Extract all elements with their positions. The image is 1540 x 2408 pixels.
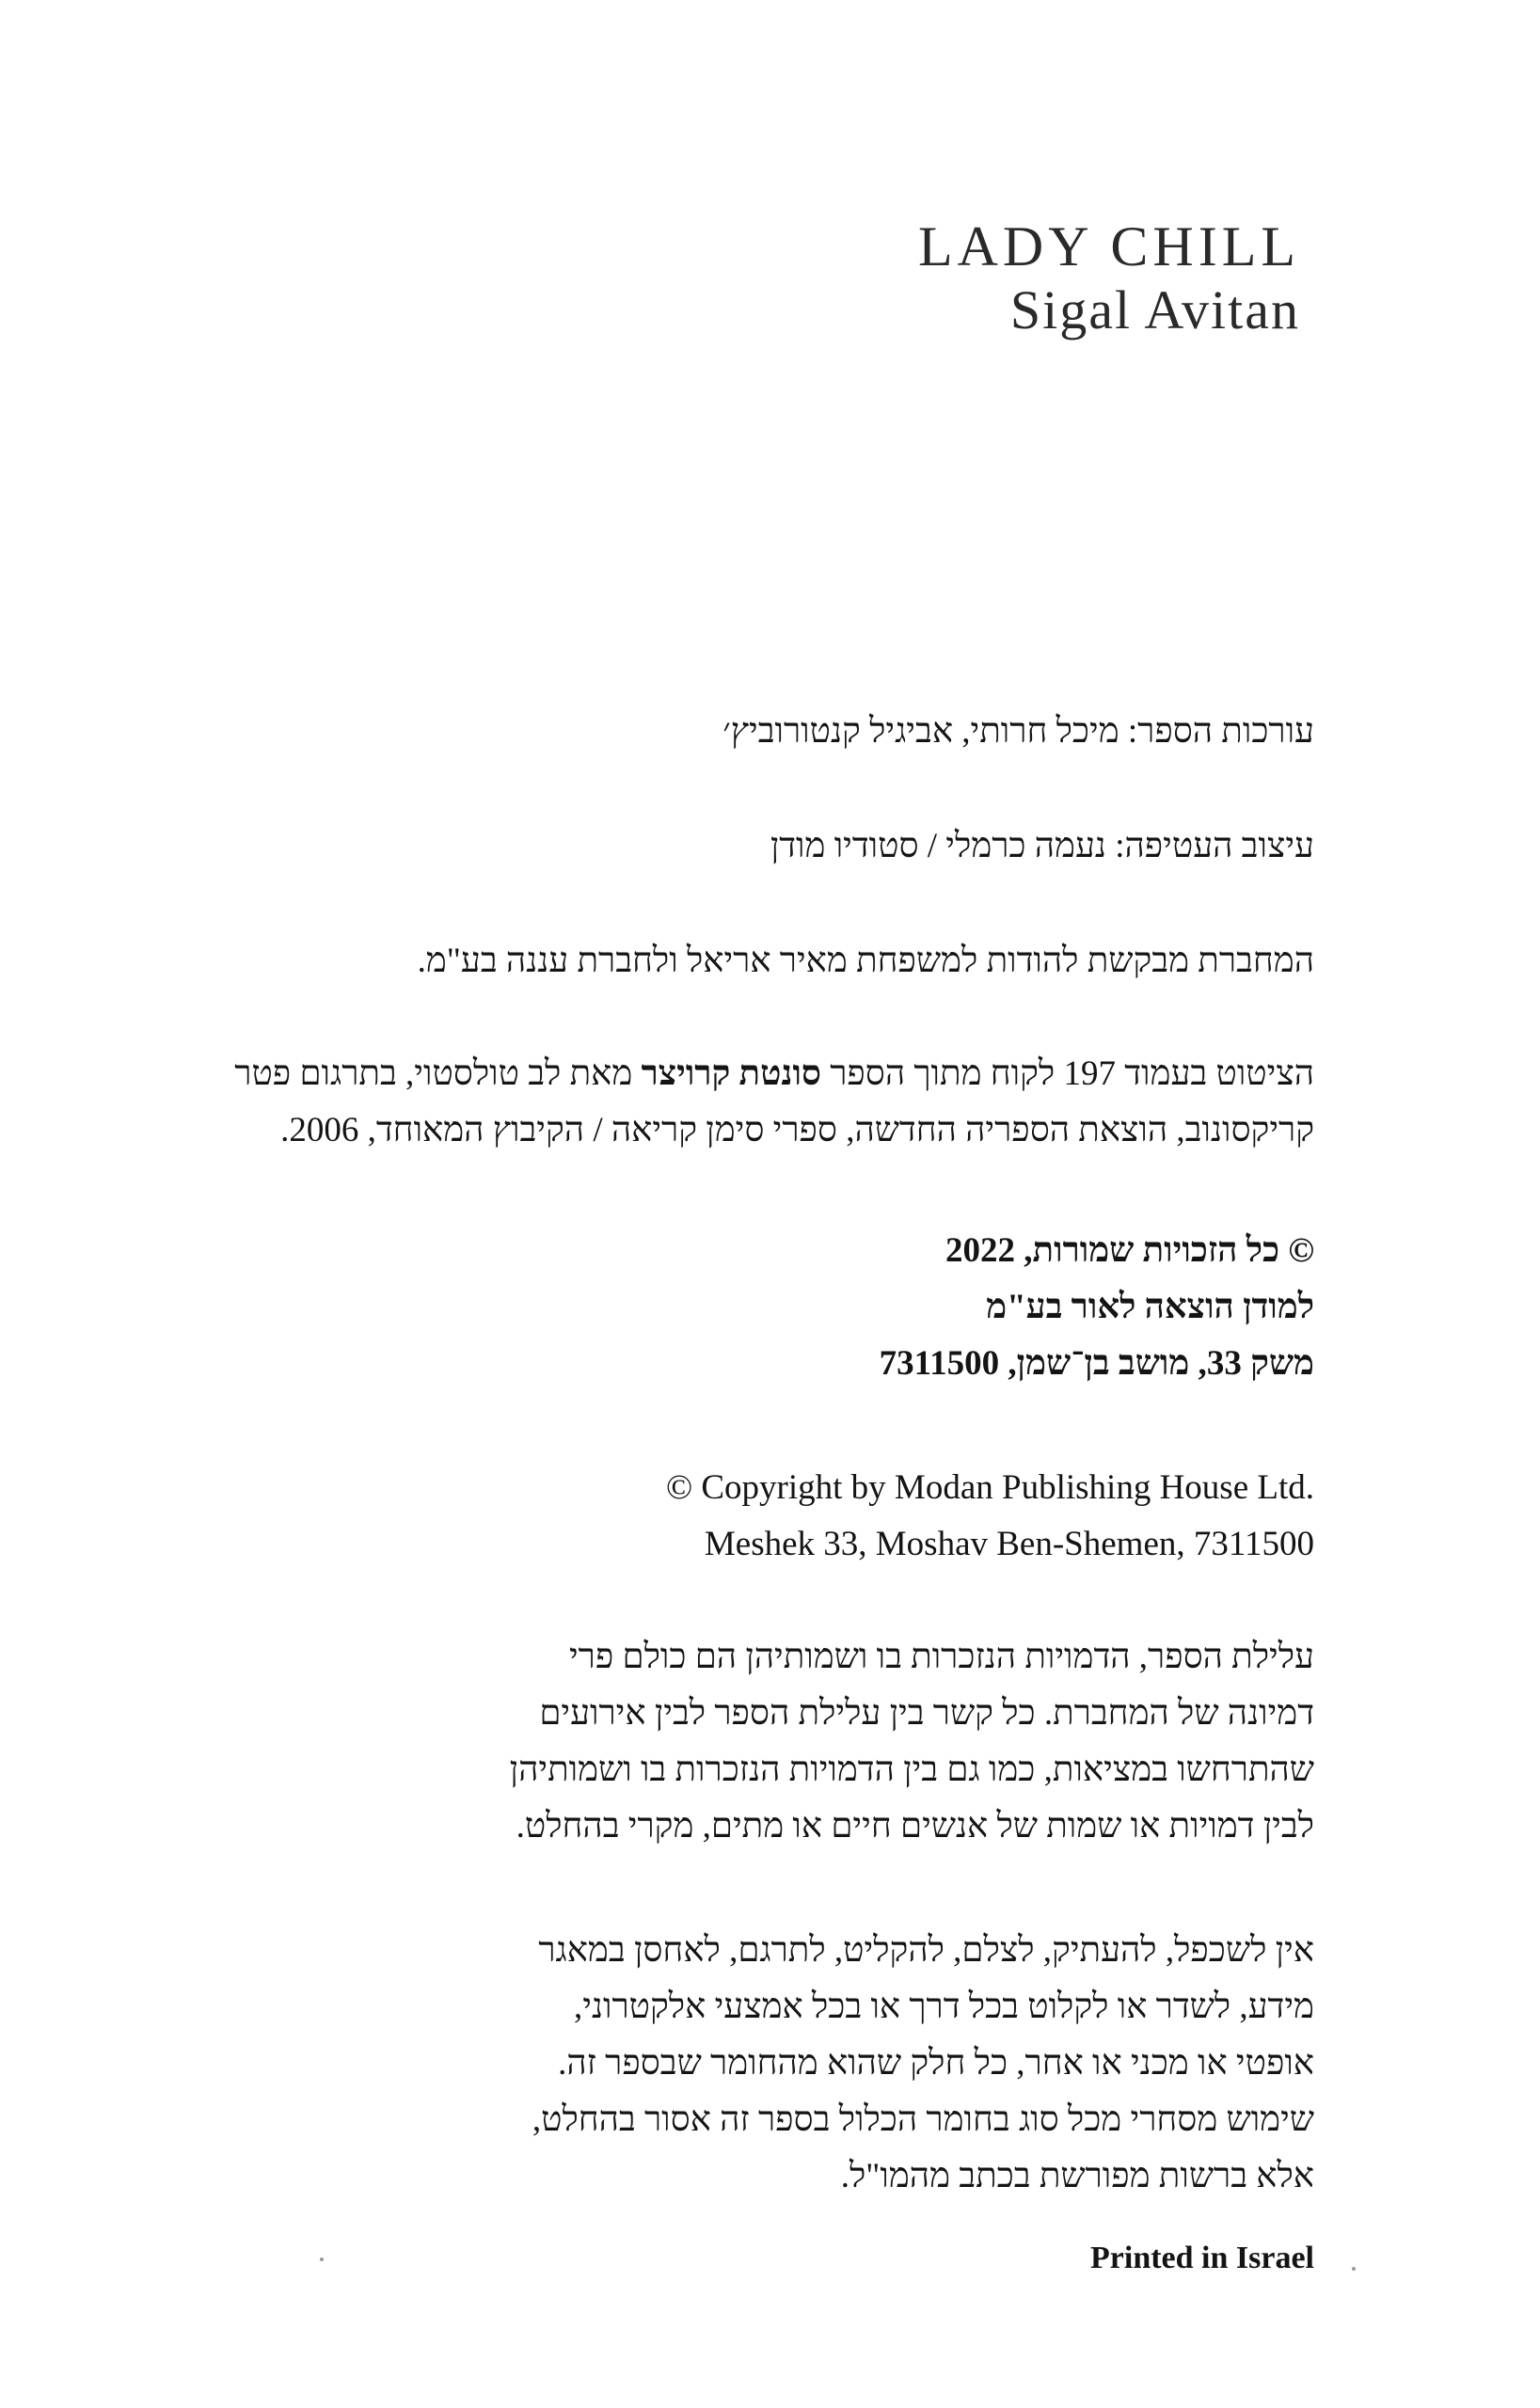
printed-in: Printed in Israel	[1090, 2241, 1314, 2275]
fiction-disclaimer	[510, 1629, 1314, 1855]
title-block	[918, 214, 1300, 342]
quote-credit	[234, 1046, 1314, 1159]
quote-credit-line-2: קריקסונוב, הוצאת הספריה החדשה, ספרי סימן קריאה / הקיבוץ המאוחד, 2006.	[280, 1111, 1314, 1149]
acknowledgement	[418, 933, 1314, 990]
rights-line-5: אלא ברשות מפורשת בכתב מהמו"ל.	[840, 2157, 1314, 2195]
rights-line-3: אופטי או מכני או אחר, כל חלק שהוא מהחומר שבספר זה.	[558, 2044, 1314, 2083]
english-copyright-line-2: Meshek 33, Moshav Ben-Shemen, 7311500	[704, 1525, 1314, 1563]
quote-text-a: הציטוט בעמוד 197 לקוח מתוך הספר	[820, 1054, 1314, 1093]
disclaimer-line-2: דמיונה של המחברת. כל קשר בין עלילת הספר לבין אירועים	[539, 1694, 1314, 1733]
book-title: LADY CHILL	[917, 215, 1300, 277]
cover-design-credit	[770, 818, 1314, 875]
rights-line-2: מידע, לשדר או לקלוט בכל דרך או בכל אמצעי אלקטרוני,	[574, 1988, 1314, 2026]
editors-credit	[722, 704, 1314, 760]
quote-credit-line-1	[234, 1046, 1314, 1102]
hebrew-copyright-line-2: למודן הוצאה לאור בע"מ	[986, 1288, 1314, 1326]
quote-text-b: מאת לב טולסטוי, בתרגום פטר	[234, 1054, 642, 1093]
hebrew-copyright	[880, 1223, 1314, 1392]
hebrew-copyright-line-3: משק 33, מושב בן־שמן, 7311500	[879, 1344, 1314, 1383]
hebrew-copyright-line-1: © כל הזכויות שמורות, 2022	[945, 1231, 1314, 1270]
rights-notice	[532, 1923, 1314, 2205]
disclaimer-line-4: לבין דמויות או שמות של אנשים חיים או מתים, מקרי בהחלט.	[516, 1807, 1314, 1846]
quoted-book-title: סונטת קרויצר	[641, 1054, 821, 1093]
acknowledgement-text: המחברת מבקשת להודות למשפחת מאיר אריאל ולחברת עננה בע"מ.	[417, 942, 1314, 980]
disclaimer-line-1: עלילת הספר, הדמויות הנזכרות בו ושמותיהן הם כולם פרי	[568, 1638, 1314, 1676]
author-name: Sigal Avitan	[1009, 279, 1300, 341]
editors-text: עורכות הספר: מיכל חרותי, אביגיל קנטורוביץ׳	[722, 712, 1314, 751]
english-copyright-line-1: © Copyright by Modan Publishing House Ltd.	[666, 1468, 1314, 1507]
rights-line-1: אין לשכפל, להעתיק, לצלם, להקליט, לתרגם, לאחסן במאגר	[538, 1931, 1314, 1970]
disclaimer-line-3: שהתרחשו במציאות, כמו גם בין הדמויות הנזכרות בו ושמותיהן	[509, 1751, 1314, 1789]
english-copyright	[666, 1460, 1314, 1573]
rights-line-4: שימוש מסחרי מכל סוג בחומר הכלול בספר זה אסור בהחלט,	[532, 2100, 1314, 2139]
paper-speck	[320, 2258, 324, 2261]
cover-design-text: עיצוב העטיפה: נעמה כרמלי / סטודיו מודן	[770, 827, 1314, 865]
paper-speck	[1352, 2267, 1356, 2271]
